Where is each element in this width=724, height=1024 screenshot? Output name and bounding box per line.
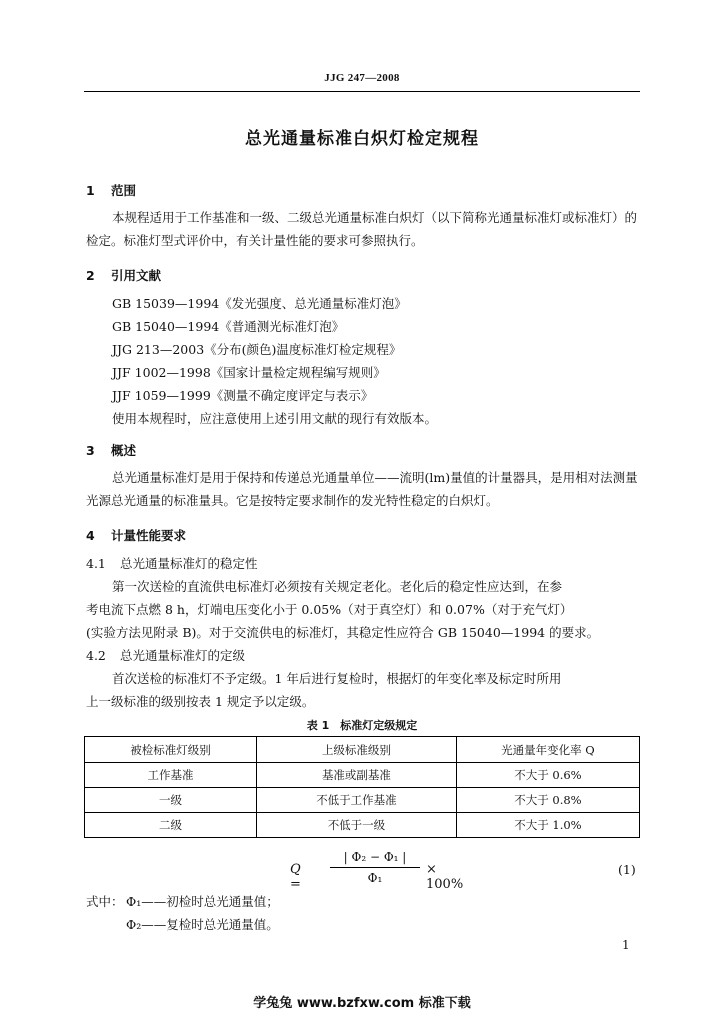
section-number: 1: [86, 183, 95, 198]
paragraph-line: 上一级标准的级别按表 1 规定予以定级。: [86, 694, 315, 709]
header-divider: [84, 91, 640, 92]
paragraph-line: 考电流下点燃 8 h，灯端电压变化小于 0.05%（对于真空灯）和 0.07%（对于充气灯）: [86, 602, 573, 617]
section-title: 引用文献: [111, 268, 162, 283]
table-cell: 基准或副基准: [257, 763, 457, 788]
section-number: 2: [86, 268, 95, 283]
equation-number: (1): [618, 862, 636, 877]
formula-rhs: × 100%: [426, 862, 464, 892]
section-title: 计量性能要求: [111, 528, 187, 543]
table-row: [85, 788, 640, 813]
table-cell: 不大于 1.0%: [456, 813, 639, 838]
section-3-heading: [86, 441, 136, 459]
where-item: Φ₁——初检时总光通量值；: [126, 894, 279, 909]
formula-fraction: [330, 847, 420, 888]
subsection-title: 总光通量标准灯的稳定性: [120, 556, 258, 571]
section-title: 范围: [111, 183, 137, 198]
table-cell: 不大于 0.8%: [456, 788, 639, 813]
paragraph-line: 首次送检的标准灯不予定级。1 年后进行复检时，根据灯的年变化率及标定时所用: [112, 671, 562, 686]
subsection-title: 总光通量标准灯的定级: [120, 648, 246, 663]
table-cell: 二级: [85, 813, 257, 838]
column-header: 光通量年变化率 Q: [456, 737, 639, 763]
page-title: 总光通量标准白炽灯检定规程: [245, 129, 479, 149]
table-cell: 不大于 0.6%: [456, 763, 639, 788]
table-row: [85, 813, 640, 838]
section-number: 4: [86, 528, 95, 543]
table-cell: 不低于一级: [257, 813, 457, 838]
page-number: 1: [622, 938, 630, 952]
table-caption: 表 1 标准灯定级规定: [306, 719, 418, 732]
reference-item: GB 15040—1994《普通测光标准灯泡》: [112, 319, 345, 334]
grading-table: [84, 736, 640, 838]
footer-watermark: 学兔兔 www.bzfxw.com 标准下载: [253, 996, 471, 1011]
section-3-text: 总光通量标准灯是用于保持和传递总光通量单位——流明(lm)量值的计量器具，是用相对法测量光源总光通量的标准量具。它是按特定要求制作的发光特性稳定的白炽灯。: [86, 470, 638, 508]
table-cell: 工作基准: [85, 763, 257, 788]
column-header: 被检标准灯级别: [85, 737, 257, 763]
table-cell: 一级: [85, 788, 257, 813]
paragraph-line: (实验方法见附录 B)。对于交流供电的标准灯，其稳定性应符合 GB 15040—1994 的要求。: [86, 625, 600, 640]
section-title: 概述: [111, 443, 137, 458]
section-4-heading: [86, 526, 186, 544]
subsection-4-2-heading: [86, 646, 245, 664]
table-cell: 不低于工作基准: [257, 788, 457, 813]
paragraph-line: 第一次送检的直流供电标准灯必须按有关规定老化。老化后的稳定性应达到，在参: [112, 579, 563, 594]
section-2-heading: [86, 266, 161, 284]
reference-item: GB 15039—1994《发光强度、总光通量标准灯泡》: [112, 296, 407, 311]
reference-item: JJG 213—2003《分布(颜色)温度标准灯检定规程》: [112, 342, 402, 357]
column-header: 上级标准级别: [257, 737, 457, 763]
document-code: JJG 247—2008: [324, 72, 400, 84]
reference-note: 使用本规程时，应注意使用上述引用文献的现行有效版本。: [112, 411, 438, 426]
formula-lhs: Q =: [290, 862, 301, 892]
where-item: Φ₂——复检时总光通量值。: [126, 917, 279, 932]
subsection-number: 4.1: [86, 556, 106, 571]
formula-denominator: Φ₁: [367, 871, 383, 885]
subsection-4-1-heading: [86, 554, 258, 572]
reference-item: JJF 1059—1999《测量不确定度评定与表示》: [112, 388, 374, 403]
table-row: [85, 763, 640, 788]
section-number: 3: [86, 443, 95, 458]
table-header-row: [85, 737, 640, 763]
formula-numerator: | Φ₂ − Φ₁ |: [343, 850, 407, 864]
section-1-heading: [86, 181, 136, 199]
where-label: 式中：: [86, 894, 124, 909]
subsection-number: 4.2: [86, 648, 106, 663]
reference-item: JJF 1002—1998《国家计量检定规程编写规则》: [112, 365, 386, 380]
section-1-text: 本规程适用于工作基准和一级、二级总光通量标准白炽灯（以下简称光通量标准灯或标准灯）的检定。标准灯型式评价中，有关计量性能的要求可参照执行。: [86, 210, 638, 248]
